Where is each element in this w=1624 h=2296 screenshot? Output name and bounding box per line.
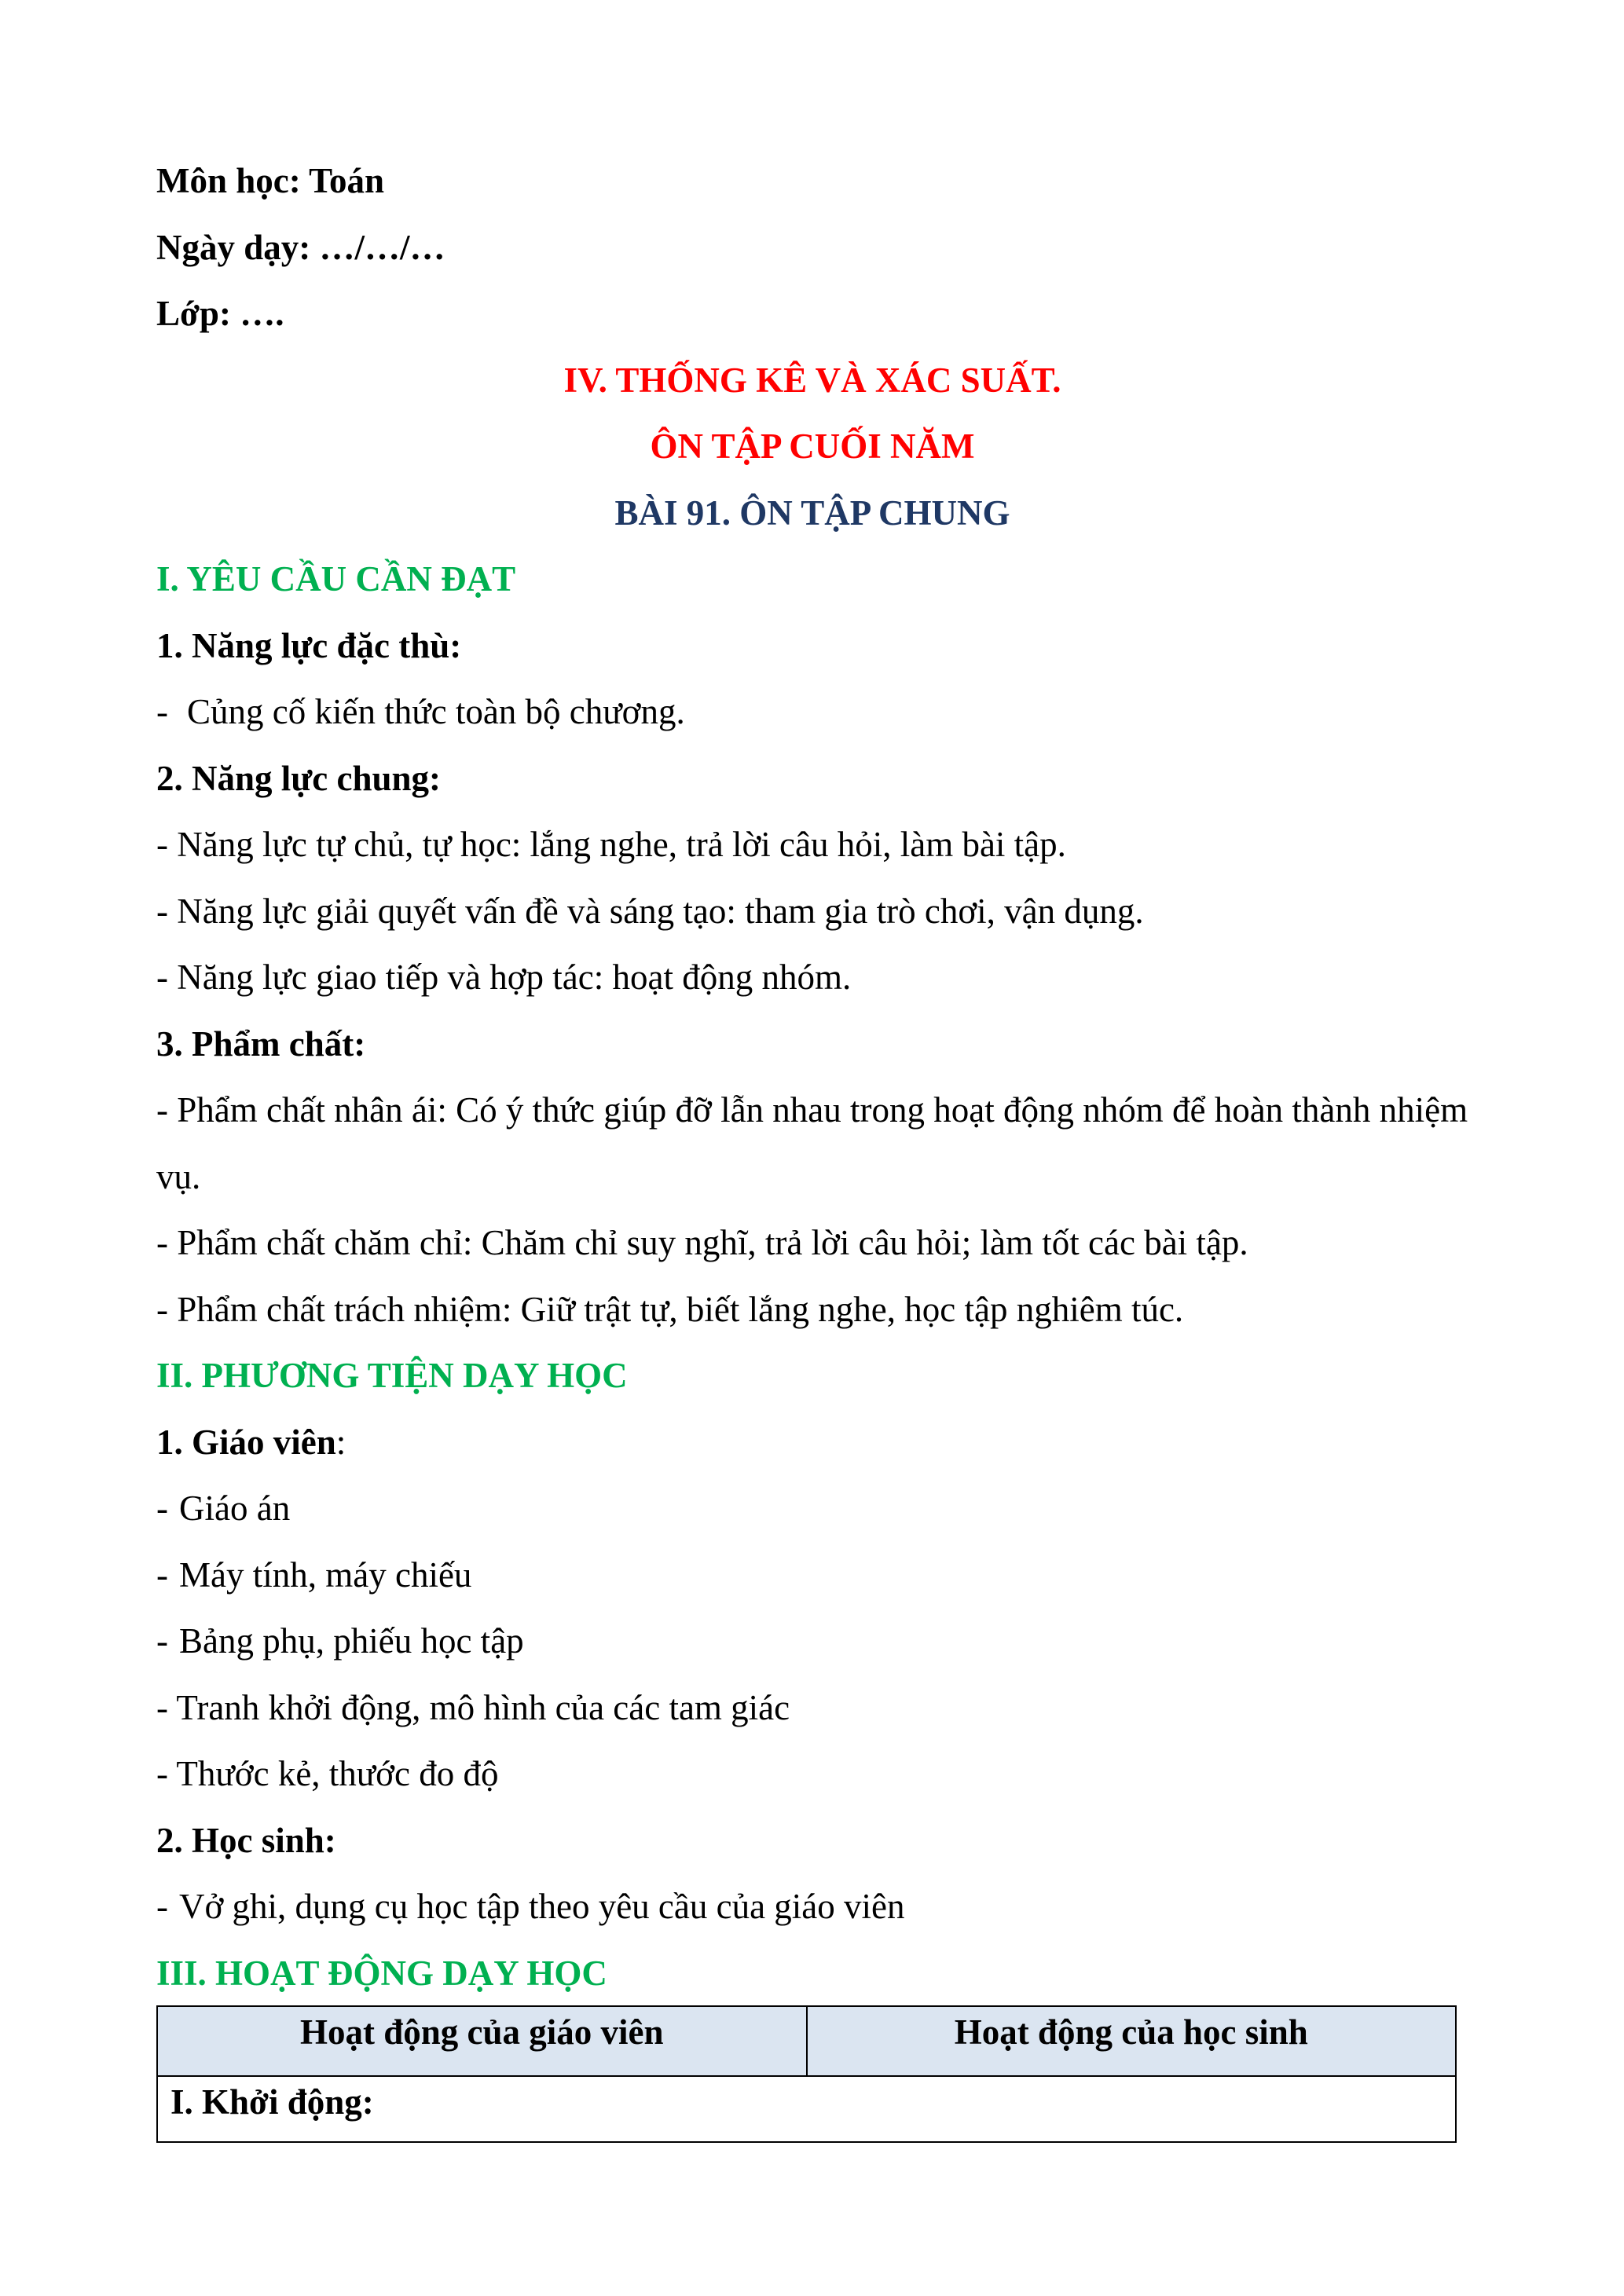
table-header-row xyxy=(157,2006,1456,2076)
column-header-student: Hoạt động của học sinh xyxy=(807,2006,1457,2076)
subject-line: Môn học: Toán xyxy=(156,161,385,200)
list-item: - Phẩm chất chăm chỉ: Chăm chỉ suy nghĩ, trả lời câu hỏi; làm tốt các bài tập. xyxy=(156,1223,1248,1262)
subheading-specific-competence: 1. Năng lực đặc thù: xyxy=(156,625,462,665)
subheading-student: 2. Học sinh: xyxy=(156,1820,336,1860)
document-page xyxy=(156,148,1468,2006)
list-item: - Năng lực giao tiếp và hợp tác: hoạt động nhóm. xyxy=(156,958,852,997)
lesson-title: BÀI 91. ÔN TẬP CHUNG xyxy=(614,493,1010,533)
section-heading-requirements: I. YÊU CẦU CẦN ĐẠT xyxy=(156,559,516,599)
activities-table xyxy=(156,2005,1457,2143)
review-title: ÔN TẬP CUỐI NĂM xyxy=(650,427,975,466)
list-item: - Năng lực tự chủ, tự học: lắng nghe, trả lời câu hỏi, làm bài tập. xyxy=(156,825,1066,864)
chapter-title: IV. THỐNG KÊ VÀ XÁC SUẤT. xyxy=(563,360,1061,400)
subheading-qualities: 3. Phẩm chất: xyxy=(156,1023,366,1064)
subheading-teacher: 1. Giáo viên: xyxy=(156,1422,346,1462)
list-item: - Giáo án xyxy=(156,1489,291,1528)
class-line: Lớp: …. xyxy=(156,294,284,333)
list-item: - Bảng phụ, phiếu học tập xyxy=(156,1621,524,1661)
section-heading-activities: III. HOẠT ĐỘNG DẠY HỌC xyxy=(156,1953,607,1993)
date-line: Ngày dạy: …/…/… xyxy=(156,227,445,267)
section-heading-teaching-aids: II. PHƯƠNG TIỆN DẠY HỌC xyxy=(156,1356,628,1395)
list-item: - Phẩm chất trách nhiệm: Giữ trật tự, biết lắng nghe, học tập nghiêm túc. xyxy=(156,1289,1184,1329)
table-row-warmup: I. Khởi động: xyxy=(157,2076,1456,2142)
table-row xyxy=(157,2076,1456,2142)
list-item: - Tranh khởi động, mô hình của các tam giác xyxy=(156,1687,790,1727)
list-item: - Năng lực giải quyết vấn đề và sáng tạo: tham gia trò chơi, vận dụng. xyxy=(156,891,1144,931)
column-header-teacher: Hoạt động của giáo viên xyxy=(157,2006,807,2076)
list-item: - Phẩm chất nhân ái: Có ý thức giúp đỡ lẫn nhau trong hoạt động nhóm để hoàn thành nhiệm vụ. xyxy=(156,1090,1468,1196)
subheading-general-competence: 2. Năng lực chung: xyxy=(156,758,442,798)
list-item: - Thước kẻ, thước đo độ xyxy=(156,1754,499,1793)
list-item: - Vở ghi, dụng cụ học tập theo yêu cầu của giáo viên xyxy=(156,1887,905,1926)
list-item: - Máy tính, máy chiếu xyxy=(156,1554,472,1595)
list-item: - Củng cố kiến thức toàn bộ chương. xyxy=(156,692,685,731)
